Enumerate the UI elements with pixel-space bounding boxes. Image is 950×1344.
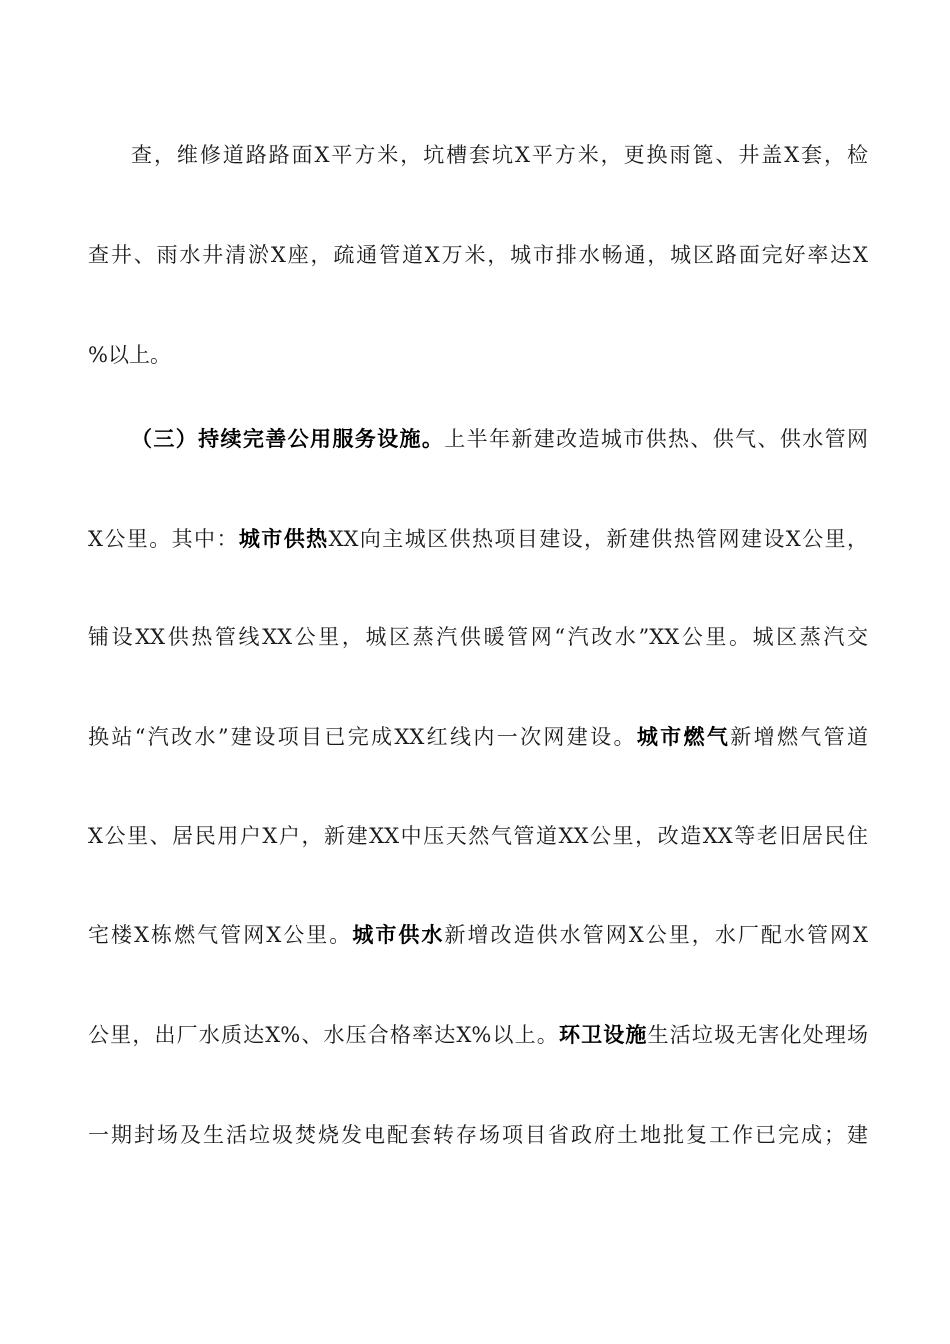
text: 上半年新建改造城市供热、供气、供水管网 bbox=[444, 427, 868, 451]
text: 宅楼X栋燃气管网X公里。 bbox=[88, 923, 353, 947]
sanitation-label: 环卫设施 bbox=[558, 1022, 648, 1047]
paragraph2-line3 bbox=[88, 622, 868, 652]
text: 一期封场及生活垃圾焚烧发电配套转存场项目省政府土地批复工作已完成；建 bbox=[88, 1123, 868, 1147]
text: %以上。 bbox=[88, 343, 171, 367]
text: XX向主城区供热项目建设，新建供热管网建设X公里， bbox=[328, 527, 868, 551]
paragraph1-line1 bbox=[131, 140, 868, 170]
paragraph2-line8 bbox=[88, 1120, 868, 1150]
text: 换站“汽改水”建设项目已完成XX红线内一次网建设。 bbox=[88, 725, 637, 749]
paragraph2-line6 bbox=[88, 920, 868, 950]
heat-label: 城市供热 bbox=[238, 526, 329, 551]
water-label: 城市供水 bbox=[352, 922, 445, 947]
text: 铺设XX供热管线XX公里，城区蒸汽供暖管网“汽改水”XX公里。城区蒸汽交 bbox=[88, 625, 868, 649]
paragraph1-line2 bbox=[88, 240, 868, 270]
text: 查，维修道路路面X平方米，坑槽套坑X平方米，更换雨篦、井盖X套，检 bbox=[131, 143, 868, 167]
paragraph1-line3 bbox=[88, 340, 868, 370]
paragraph2-line4 bbox=[88, 722, 868, 752]
text: 查井、雨水井清淤X座，疏通管道X万米，城市排水畅通，城区路面完好率达X bbox=[88, 243, 868, 267]
gas-label: 城市燃气 bbox=[636, 724, 731, 749]
paragraph2-line1 bbox=[131, 424, 868, 454]
text: 公里，出厂水质达X%、水压合格率达X%以上。 bbox=[88, 1023, 559, 1047]
paragraph2-line7 bbox=[88, 1020, 868, 1050]
paragraph2-line2 bbox=[88, 524, 868, 554]
section-heading: （三）持续完善公用服务设施。 bbox=[131, 426, 445, 451]
text: X公里。其中： bbox=[88, 527, 239, 551]
text: 新增燃气管道 bbox=[730, 725, 868, 749]
text: 新增改造供水管网X公里，水厂配水管网X bbox=[444, 923, 868, 947]
text: X公里、居民用户X户，新建XX中压天然气管道XX公里，改造XX等老旧居民住 bbox=[88, 824, 868, 848]
text: 生活垃圾无害化处理场 bbox=[647, 1023, 868, 1047]
paragraph2-line5 bbox=[88, 821, 868, 851]
